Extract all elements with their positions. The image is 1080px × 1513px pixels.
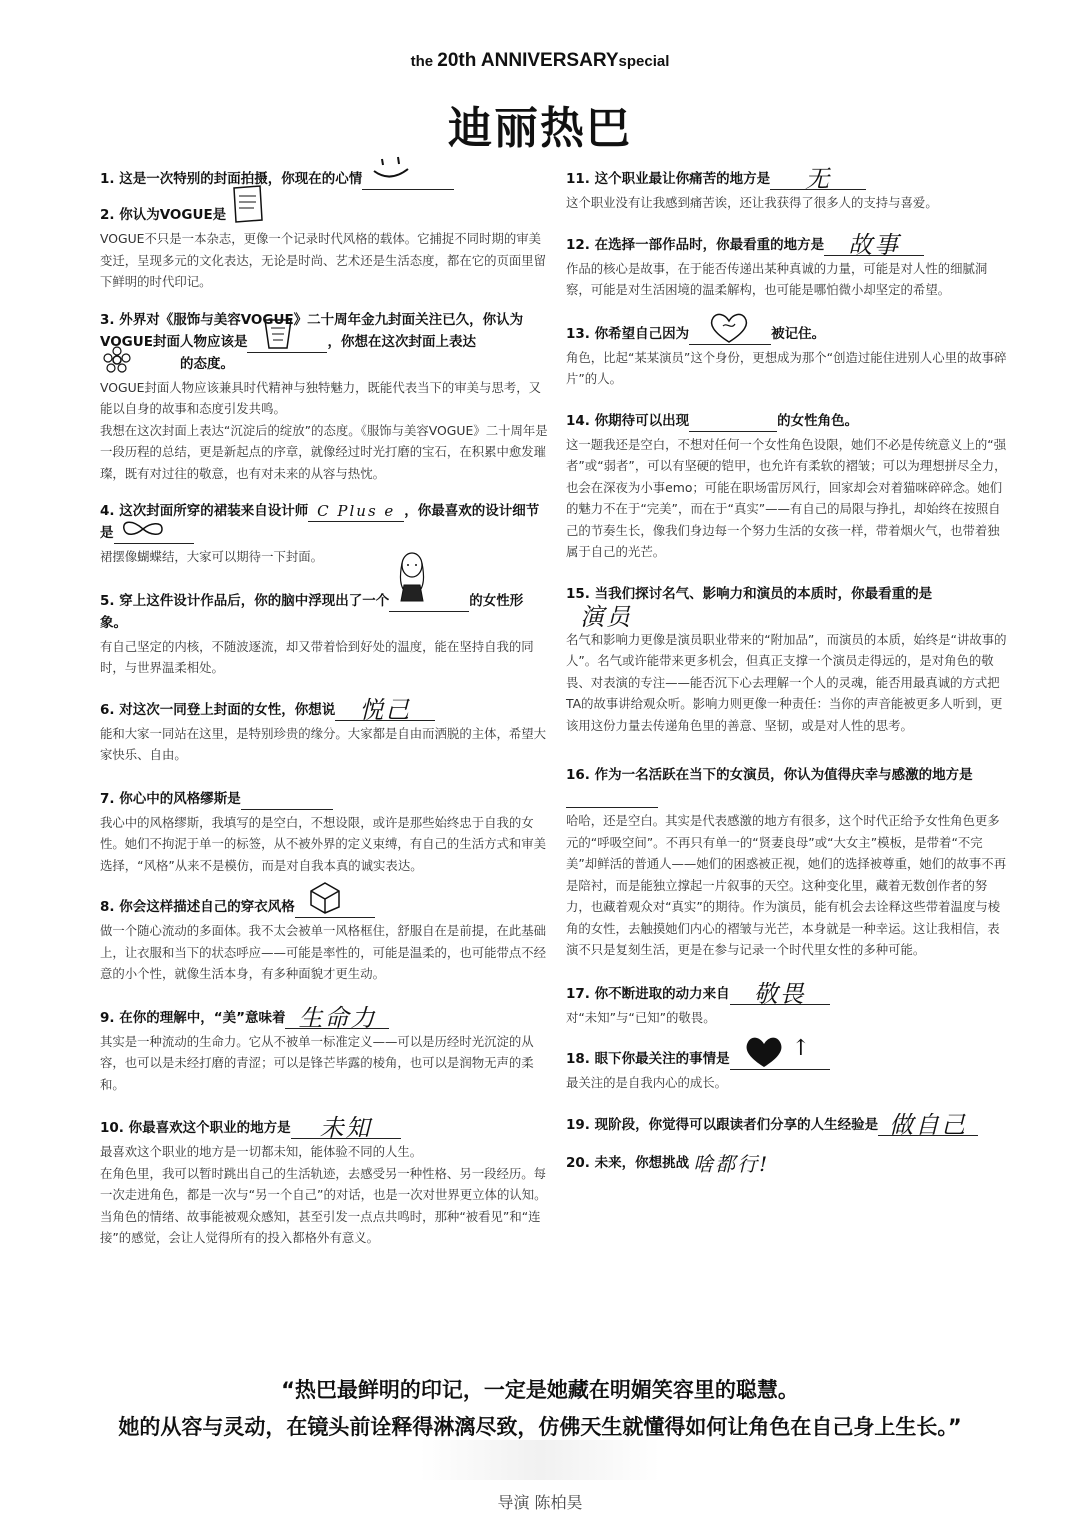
answer-blank xyxy=(824,230,924,259)
qa-18 xyxy=(566,1036,1010,1094)
flower-sketch-icon xyxy=(102,345,132,375)
question: 3. 外界对《服饰与美容VOGUE》二十周年金九封面关注已久，你认为VOGUE封面人物应该是 ，你想在这次封面上表达 的态度。 xyxy=(100,309,548,375)
answer: 有自己坚定的内核，不随波逐流，却又带着恰到好处的温度，能在坚持自我的同时，与世界温柔相处。 xyxy=(100,638,534,675)
answer: VOGUE不只是一本杂志，更像一个记录时代风格的载体。它捕捉不同时期的审美变迁，呈现多元的文化表达，无论是时尚、艺术还是生活态度，都在它的页面里留下鲜明的时代印记。 xyxy=(100,231,547,289)
question: 10. 你最喜欢这个职业的地方是 未知 xyxy=(100,1117,548,1139)
question: 11. 这个职业最让你痛苦的地方是 无 xyxy=(566,168,1010,190)
qa-9 xyxy=(100,1003,548,1096)
qa-4 xyxy=(100,500,548,568)
answer-blank xyxy=(295,897,375,918)
pull-quote xyxy=(0,1372,1080,1446)
handwritten-answer: 做自己 xyxy=(889,1110,968,1139)
answer-blank xyxy=(291,1114,401,1142)
answer: 作品的核心是故事，在于能否传递出某种真诚的力量，可能是对人性的细腻洞察，可能是对生活困境的温柔解构，也可能是哪怕微小却坚定的希望。 xyxy=(566,260,988,297)
answer-blank xyxy=(100,355,180,375)
qa-15 xyxy=(566,583,1010,737)
left-column xyxy=(100,168,548,1265)
qa-11 xyxy=(566,165,1010,214)
answer: 做一个随心流动的多面体。我不太会被单一风格框住，舒服自在是前提，在此基础上，让衣服和当下的状态呼应——可能是率性的，可能是温柔的，也可能带点不经意的小个性，就像生活本身，有多种面貌才更生动。 xyxy=(100,923,547,981)
qa-16 xyxy=(566,764,1010,961)
question: 15. 当我们探讨名气、影响力和演员的本质时，你最看重的是演员 xyxy=(566,585,933,631)
right-column xyxy=(566,165,1010,1190)
photo-credit: 导演 陈柏昊 xyxy=(497,1493,583,1512)
answer: 我心中的风格缪斯，我填写的是空白，不想设限，或许是那些始终忠于自我的女性。她们不拘泥于单一的标签，从不被外界的定义束缚，有自己的生活方式和审美选择，“风格”从来不是模仿，而是对自我本真的诚实表达。 xyxy=(100,814,547,873)
heart-sketch-icon xyxy=(707,312,751,344)
girl-sketch-icon xyxy=(391,549,433,605)
answer-blank xyxy=(362,169,454,190)
answer: 这一题我还是空白，不想对任何一个女性角色设限，她们不必是传统意义上的“强者”或“弱者”，可以有坚硬的铠甲，也允许有柔软的褶皱；可以为理想拼尽全力，也会在深夜为小事emo；可能在职场雷厉风行，回家却会对着猫咪碎碎念。她们的魅力不在于“完美”，而在于“真实”——有自己的局限与挣扎，却始终在按照自己的节奏生长，像我们身边每一个努力生活的女孩一样，带着烟火气，也带着独属于自己的光芒。 xyxy=(566,436,1007,559)
answer-blank xyxy=(566,787,658,808)
answer-blank xyxy=(226,206,306,226)
answer: 裙摆像蝴蝶结，大家可以期待一下封面。 xyxy=(100,549,324,564)
tag-num: 20th xyxy=(437,50,477,71)
handwritten-answer: 悦己 xyxy=(359,695,412,724)
qa-5 xyxy=(100,590,548,679)
qa-20 xyxy=(566,1152,1010,1174)
tag-post: special xyxy=(618,53,670,70)
answer: 名气和影响力更像是演员职业带来的“附加品”，而演员的本质，始终是“讲故事的人”。名气或许能带来更多机会，但真正支撑一个演员走得远的，是对角色的敬畏、对表演的专注——能否沉下心去理解一个人的灵魂，能否用最真诚的方式把TA的故事讲给观众听。影响力则更像一种责任：当你的声音能被更多人听到，更该用这份力量去传递角色里的善意、坚韧，或是对人性的思考。 xyxy=(566,631,1007,733)
answer: 能和大家一同站在这里，是特别珍贵的缘分。大家都是自由而洒脱的主体，希望大家快乐、自由。 xyxy=(100,725,547,762)
anniversary-tag xyxy=(0,50,1080,72)
question: 6. 对这次一同登上封面的女性，你想说 悦己 xyxy=(100,699,548,721)
pull-quote-line-1: “热巴最鲜明的印记，一定是她藏在明媚笑容里的聪慧。 xyxy=(281,1378,799,1402)
handwritten-answer: ↑ xyxy=(791,1036,813,1061)
question: 18. 眼下你最关注的事情是 ↑ xyxy=(566,1048,1010,1070)
qa-2 xyxy=(100,204,548,293)
answer-blank xyxy=(689,411,777,432)
qa-12 xyxy=(566,230,1010,301)
answer-blank xyxy=(285,1003,389,1032)
answer: VOGUE封面人物应该兼具时代精神与独特魅力，既能代表当下的审美与思考，又能以自身的故事和态度引发共鸣。 我想在这次封面上表达“沉淀后的绽放”的态度。《服饰与美容VOGUE》二十周年是一段历程的总结，更是新起点的序章，就像经过时光打磨的宝石，在积累中愈发璀璨，既有对过往的敬意，也有对未来的从容与热忱。 xyxy=(100,379,548,481)
answer-blank xyxy=(689,1151,773,1176)
filled-heart-icon xyxy=(744,1035,790,1069)
watermark-blur xyxy=(420,1440,660,1480)
answer: 哈哈，还是空白。其实是代表感激的地方有很多，这个时代正给予女性角色更多元的“呼吸空间”。不再只有单一的“贤妻良母”或“大女主”模板，是带着“不完美”却鲜活的普通人——她们的困惑被正视，她们的选择被尊重，她们的故事不再是陪衬，而是能独立撑起一片叙事的天空。这种变化里，藏着无数创作者的努力，也藏着观众对“真实”的期待。作为演员，能有机会去诠释这些带着温度与棱角的女性，去触摸她们内心的褶皱与光芒，本身就是一种幸运。这让我相信，表演不只是复刻生活，更是在参与记录一个时代里女性的多种可能。 xyxy=(566,813,1007,957)
answer-blank xyxy=(247,332,327,353)
tag-pre: the xyxy=(410,53,438,70)
question: 2. 你认为VOGUE是 xyxy=(100,204,548,226)
qa-14 xyxy=(566,410,1010,563)
handwritten-answer: 敬畏 xyxy=(753,979,806,1008)
answer-blank xyxy=(878,1110,978,1139)
question: 13. 你希望自己因为 被记住。 xyxy=(566,323,1010,345)
pull-quote-line-2: 她的从容与灵动，在镜头前诠释得淋漓尽致，仿佛天生就懂得如何让角色在自己身上生长。” xyxy=(118,1415,962,1439)
question: 1. 这是一次特别的封面拍摄，你现在的心情 xyxy=(100,168,548,190)
answer-blank xyxy=(389,591,469,612)
answer: 最喜欢这个职业的地方是一切都未知，能体验不同的人生。 在角色里，我可以暂时跳出自己的生活轨迹，去感受另一种性格、另一段经历。每一次走进角色，都是一次与“另一个自己”的对话，也是一次对世界更立体的认知。当角色的情绪、故事能被观众感知，甚至引发一点点共鸣时，那种“被看见”和“连接”的感觉，会让人觉得所有的投入都格外有意义。 xyxy=(100,1144,547,1245)
answer: 对“未知”与“已知”的敬畏。 xyxy=(566,1009,716,1025)
question: 20. 未来，你想挑战 啥都行! xyxy=(566,1152,1010,1174)
qa-8 xyxy=(100,896,548,985)
handwritten-answer: 演员 xyxy=(580,602,632,631)
answer: 其实是一种流动的生命力。它从不被单一标准定义——可以是历经时光沉淀的从容，也可以是未经打磨的青涩；可以是锋芒毕露的棱角，也可以是润物无声的柔和。 xyxy=(100,1033,534,1092)
question: 19. 现阶段，你觉得可以跟读者们分享的人生经验是 做自己 xyxy=(566,1114,1010,1136)
tag-mid: ANNIVERSARY xyxy=(476,50,619,71)
answer-blank xyxy=(689,324,771,345)
question: 12. 在选择一部作品时，你最看重的地方是 故事 xyxy=(566,234,1010,256)
qa-6 xyxy=(100,695,548,766)
answer: 角色，比起“某某演员”这个身份，更想成为那个“创造过能住进别人心里的故事碎片”的人。 xyxy=(566,349,1007,386)
answer-blank xyxy=(114,523,194,544)
question: 9. 在你的理解中，“美”意味着 生命力 xyxy=(100,1007,548,1029)
question: 5. 穿上这件设计作品后，你的脑中浮现出了一个 的女性形象。 xyxy=(100,590,548,634)
question: 17. 你不断进取的动力来自 敬畏 xyxy=(566,983,1010,1005)
answer-blank xyxy=(308,501,404,522)
answer: 最关注的是自我内心的成长。 xyxy=(566,1075,728,1090)
cube-sketch-icon xyxy=(309,881,341,915)
question: 14. 你期待可以出现 的女性角色。 xyxy=(566,410,1010,432)
answer-blank xyxy=(566,602,646,631)
qa-19 xyxy=(566,1110,1010,1139)
page-title: 迪丽热巴 xyxy=(448,103,632,154)
cup-sketch-icon xyxy=(261,316,295,350)
handwritten-answer: 生命力 xyxy=(298,1003,377,1032)
answer-blank xyxy=(730,1036,830,1070)
handwritten-answer: 啥都行! xyxy=(693,1151,770,1176)
magazine-sketch-icon xyxy=(228,184,268,224)
qa-13 xyxy=(566,323,1010,390)
answer: 这个职业没有让我感到痛苦诶，还让我获得了很多人的支持与喜爱。 xyxy=(566,195,938,210)
answer-blank xyxy=(241,789,333,810)
answer-blank xyxy=(770,165,866,193)
question: 8. 你会这样描述自己的穿衣风格 xyxy=(100,896,548,918)
handwritten-answer: 无 xyxy=(805,165,832,193)
qa-1 xyxy=(100,168,548,190)
smile-sketch-icon xyxy=(370,155,414,185)
handwritten-answer: C Plus e xyxy=(317,502,396,520)
question: 7. 你心中的风格缪斯是 xyxy=(100,788,548,810)
handwritten-answer: 未知 xyxy=(319,1114,372,1142)
handwritten-answer: 故事 xyxy=(848,230,901,259)
answer-blank xyxy=(730,979,830,1008)
question: 4. 这次封面所穿的裙装来自设计师 C Plus e ，你最喜欢的设计细节是 xyxy=(100,500,548,544)
qa-3 xyxy=(100,309,548,485)
qa-7 xyxy=(100,788,548,877)
answer-blank xyxy=(335,695,435,724)
question: 16. 作为一名活跃在当下的女演员，你认为值得庆幸与感激的地方是 xyxy=(566,764,1010,808)
qa-10 xyxy=(100,1114,548,1249)
qa-17 xyxy=(566,979,1010,1029)
bow-sketch-icon xyxy=(118,517,168,541)
